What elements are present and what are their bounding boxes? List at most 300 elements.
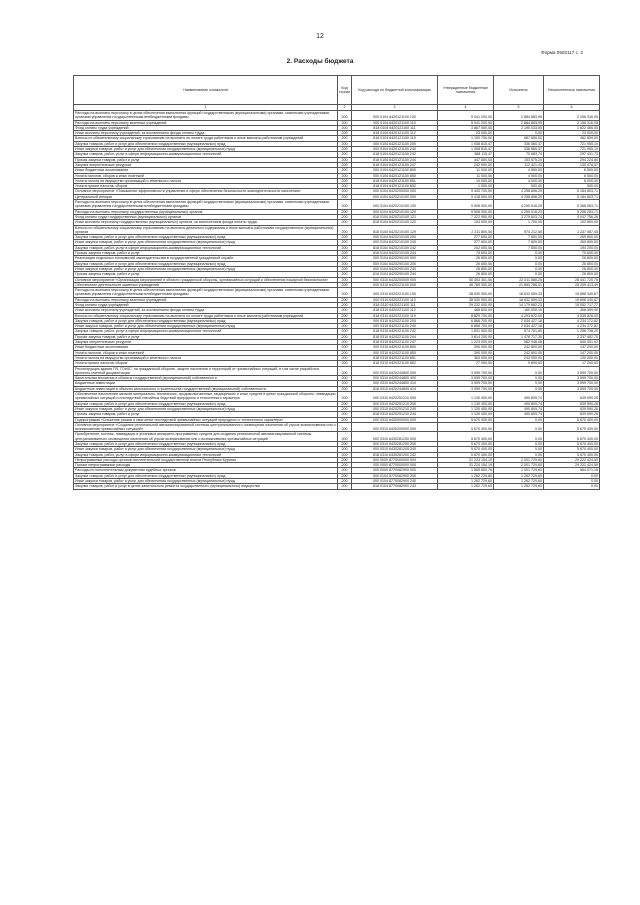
row-approved-amount: 1 831 500,00 [438,329,494,334]
row-name: Уплата налогов, сборов и иных платежей [74,350,338,355]
row-approved-amount: 2 211 800,00 [438,225,494,235]
row-classification-code: 818 0310 6420221100 242 [352,329,438,334]
row-approved-amount: 5 041 200,00 [438,111,494,121]
row-name: Закупка товаров, работ, услуг в сфере информационно-коммуникационных технологий [74,245,338,250]
row-line-code: 200 [338,329,352,334]
row-unexecuted-amount: 2 156 316,05 [544,111,600,121]
row-executed-amount: 1 476 717,30 [494,334,544,339]
row-approved-amount: 104 500,00 [438,220,494,225]
column-number: 6 [544,105,600,111]
row-classification-code: 818 0310 6420221100 119 [352,313,438,318]
row-name: Реконструкция здания ПЧ, ГОиЧС; на гражданской обороне, защите населения и территорий от чрезвычайных ситуаций, в том числе разработка проектно-сметной документации [74,366,338,376]
row-unexecuted-amount: 5 670 400,00 [544,422,600,432]
row-unexecuted-amount: 5 670 400,00 [544,417,600,422]
row-approved-amount: 6 868 700,00 [438,324,494,329]
row-name: Закупка товаров, работ и услуг для обеспечения государственных (муниципальных) нужд [74,442,338,447]
row-unexecuted-amount: 23 000,00 [544,131,600,136]
row-classification-code: 000 0104 6420121100 850 [352,173,438,178]
expenses-table [73,75,600,490]
row-classification-code: 000 0310 6420221100 850 [352,350,438,355]
row-line-code: 200 [338,302,352,307]
row-name: Прочая закупка товаров, работ и услуг [74,334,338,339]
row-executed-amount: 7 800,00 [494,235,544,240]
row-name: Подпрограмма «Снижение рисков и смягчение последствий чрезвычайных ситуаций природного и техногенного характера» [74,417,338,422]
row-unexecuted-amount: 26 800,00 [544,256,600,261]
row-approved-amount: 26 800,00 [438,266,494,271]
header-row [74,76,600,105]
row-classification-code: 818 0104 6420210100 129 [352,225,438,235]
row-approved-amount: 447 800,00 [438,157,494,162]
row-executed-amount: 0,00 [494,376,544,381]
row-approved-amount: 5 670 400,00 [438,417,494,422]
row-name: Взносы по обязательному социальному страхованию на выплаты по оплате труда работников и иные выплаты работникам учреждений [74,313,338,318]
row-name: Закупка товаров, работ и услуг для обеспечения государственных (муниципальных) нужд [74,401,338,406]
table-row [74,366,600,376]
row-name: Основное мероприятие «Создание региональной автоматизированной системы централизованного оповещения населения об угрозе возникновения или о возникновении чрезвычайных ситуаций» [75,422,336,432]
row-classification-code: 000 0310 6420244800 400 [352,376,438,381]
row-line-code: 200 [338,308,352,313]
row-line-code: 200 [338,131,352,136]
row-unexecuted-amount: 5 184 803,71 [544,189,600,194]
row-name: Уплата налога на имущество организаций и земельного налога [74,178,338,183]
row-name: Бюджетные инвестиции в объекты капитального строительства государственной (муниципальной) собственности [74,386,338,391]
row-executed-amount: 9 800,00 [494,361,544,366]
row-unexecuted-amount: 639 590,26 [544,392,600,402]
row-executed-amount: 336 560,37 [494,147,544,152]
row-name: Закупка товаров, работ и услуг для обеспечения государственных (муниципальных) нужд [74,473,338,478]
row-approved-amount: 26 800,00 [438,261,494,266]
row-line-code: 200 [338,350,352,355]
row-classification-code: 000 0310 6420221100 200 [352,318,438,323]
row-executed-amount: 490 809,74 [494,412,544,417]
row-unexecuted-amount: 269 800,00 [544,235,600,240]
table-row [74,225,600,235]
row-line-code: 200 [338,340,352,345]
row-name: Расходы на выплаты персоналу в целях обеспечения выполнения функций государственными (муниципальными) органами, казенными учреждениями, органами управления государственными внебюджетными фондами [74,111,338,121]
row-name: Центральный аппарат [74,194,338,199]
row-unexecuted-amount: 721 955,10 [544,147,600,152]
row-classification-code: 818 0310 6420244800 414 [352,386,438,391]
column-number: 5 [494,105,544,111]
row-executed-amount: 0,00 [494,131,544,136]
row-name: Иные закупки товаров, работ и услуг для обеспечения государственных (муниципальных) нужд [74,479,338,484]
row-line-code: 200 [338,173,352,178]
row-line-code: 200 [338,288,352,298]
section-title: 2. Расходы бюджета [286,58,354,65]
row-approved-amount: 363 000,00 [438,355,494,360]
row-name: Фонд оплаты труда учреждений [74,302,338,307]
row-classification-code: 000 0104 6420210100 000 [352,194,438,199]
row-approved-amount: 3 599 700,00 [438,366,494,376]
row-approved-amount: 26 800,00 [438,256,494,261]
row-approved-amount: 46 789 300,00 [438,282,494,287]
row-unexecuted-amount: 0,00 [544,473,600,478]
row-line-code: 200 [338,214,352,219]
row-unexecuted-amount: 6 000,00 [544,178,600,183]
row-approved-amount: 29 232 400,00 [438,302,494,307]
row-unexecuted-amount: 3 599 700,00 [544,386,600,391]
row-classification-code: 000 0104 6420121100 240 [352,147,438,152]
row-executed-amount: 3 275 603,74 [494,214,544,219]
row-name: Закупка товаров, работ, услуг в сфере информационно-коммуникационных технологий [74,152,338,157]
row-approved-amount: 1 130 400,00 [438,406,494,411]
row-line-code: 200 [338,366,352,376]
row-executed-amount: 490 809,74 [494,401,544,406]
row-unexecuted-amount: 29 222 424,59 [544,463,600,468]
row-classification-code: 818 0310 6420221100 851 [352,355,438,360]
row-unexecuted-amount: 3 599 700,00 [544,376,600,381]
row-line-code: 200 [338,240,352,245]
row-approved-amount: 390 000,00 [438,350,494,355]
row-unexecuted-amount: 130 000,00 [544,355,600,360]
row-name: Прочие непрограммные расходы [74,463,338,468]
row-unexecuted-amount: 462 850,00 [544,136,600,141]
row-unexecuted-amount: 500,00 [544,184,600,189]
row-line-code: 200 [338,334,352,339]
row-line-code: 200 [338,457,352,462]
row-executed-amount: 70 683,74 [494,152,544,157]
row-unexecuted-amount: 130 478,57 [544,162,600,167]
row-name: Уплата прочих налогов, сборов [74,361,338,366]
row-name: Прочая закупка товаров, работ и услуг [74,272,338,277]
row-executed-amount: 14 179 682,23 [494,302,544,307]
row-approved-amount: 11 000,00 [438,168,494,173]
row-name: Иные закупки товаров, работ и услуг для обеспечения государственных (муниципальных) нужд [74,324,338,329]
row-line-code: 200 [338,376,352,381]
row-approved-amount: 1 223 000,00 [438,340,494,345]
row-approved-amount: 10 000,00 [438,178,494,183]
row-executed-amount: 21 583 786,51 [494,282,544,287]
row-executed-amount: 0,00 [494,386,544,391]
row-executed-amount: 22 011 580,25 [494,277,544,282]
row-unexecuted-amount: 102 800,00 [544,220,600,225]
row-approved-amount: 7 322 950,00 [438,214,494,219]
row-classification-code: 818 0104 6420121100 244 [352,157,438,162]
row-approved-amount: 3 599 700,00 [438,386,494,391]
row-approved-amount: 242 900,00 [438,162,494,167]
row-executed-amount: 4 500,00 [494,173,544,178]
row-executed-amount: 2 634 427,18 [494,318,544,323]
row-line-code: 200 [338,235,352,240]
row-approved-amount: 368 115,47 [438,152,494,157]
row-executed-amount: 1 700,00 [494,220,544,225]
row-name: Расходы на выплаты персоналу в целях обеспечения выполнения функций государственными (муниципальными) органами, казенными учреждениями, органами управления государственными внебюджетными фондами [74,200,338,210]
row-executed-amount: 0,00 [494,272,544,277]
row-classification-code: 818 0310 6430281200 242 [352,452,438,457]
form-code: Форма 0503117 с. 2 [541,50,583,55]
row-classification-code: 000 0310 6420221100 800 [352,345,438,350]
row-approved-amount: 1 058 815,47 [438,147,494,152]
row-approved-amount: 1 262 729,60 [438,473,494,478]
row-line-code: 200 [338,468,352,473]
row-classification-code: 000 0310 6420244800 000 [352,366,438,376]
header-unexecuted: Неисполненные назначения [544,76,600,105]
row-name: Взносы по обязательному социальному страхованию на выплаты по оплате труда работников и иные выплаты работникам учреждений [74,136,338,141]
row-executed-amount: 0,00 [494,381,544,386]
row-line-code: 200 [338,194,352,199]
row-executed-amount: 500,00 [494,184,544,189]
row-approved-amount: 23 000,00 [438,131,494,136]
row-executed-amount: 0,00 [494,366,544,376]
row-executed-amount: 153 575,20 [494,157,544,162]
row-line-code: 200 [338,412,352,417]
row-name: Бюджетные инвестиции [74,381,338,386]
row-approved-amount: 202 000,00 [438,245,494,250]
row-line-code: 200 [338,417,352,422]
row-approved-amount: 50 453 301,00 [438,277,494,282]
row-line-code: 200 [338,261,352,266]
row-line-code: 200 [338,225,352,235]
row-name: Иные закупки товаров, работ и услуг для обеспечения государственных (муниципальных) нужд [74,406,338,411]
row-name: Расходы по исполнительным документам судебных органов [74,468,338,473]
row-line-code: 200 [338,324,352,329]
row-approved-amount: 1 150 700,00 [438,136,494,141]
row-name: Закупка энергетических ресурсов [74,340,338,345]
row-executed-amount: 242 800,00 [494,350,544,355]
row-classification-code: 000 0310 6420221100 000 [352,282,438,287]
row-classification-code: 000 0310 6430000000 000 [352,417,438,422]
row-classification-code: 000 0104 6420210100 120 [352,209,438,214]
row-unexecuted-amount: 1 237 587,45 [544,225,600,235]
row-name: Прочая закупка товаров, работ и услуг [74,412,338,417]
row-approved-amount: 390 000,00 [438,345,494,350]
row-executed-amount: 233 000,00 [494,355,544,360]
row-executed-amount: 582 948,08 [494,340,544,345]
row-executed-amount: 0,00 [494,256,544,261]
row-line-code: 200 [338,256,352,261]
row-classification-code: 000 0104 6420121100 100 [352,111,438,121]
row-name: Уплата налогов, сборов и иных платежей [74,173,338,178]
column-number: 4 [438,105,494,111]
row-name: Иные закупки товаров, работ и услуг для обеспечения государственных (муниципальных) нужд [74,266,338,271]
table-row [74,288,600,298]
row-name: Закупка товаров, работ, услуг в сфере информационно-коммуникационных технологий [74,329,338,334]
row-approved-amount: 5 670 400,00 [438,447,494,452]
row-name: Уплата прочих налогов, сборов [74,184,338,189]
row-line-code: 200 [338,361,352,366]
row-name: Основное мероприятие «Повышение эффективности управления в сфере обеспечения безопасности жизнедеятельности населения» [74,189,338,194]
row-classification-code: 818 0104 6420210100 121 [352,214,438,219]
row-executed-amount: 0,00 [494,266,544,271]
row-name: Закупка товаров, работ и услуг для обеспечения государственных (муниципальных) нужд [74,235,338,240]
row-classification-code: 818 0310 6420221100 244 [352,334,438,339]
row-executed-amount: 0,00 [494,452,544,457]
row-executed-amount: 7 800,00 [494,245,544,250]
row-unexecuted-amount: 3 599 700,00 [544,366,600,376]
row-name: Непрограммные расходы органов исполнительной государственной власти Республики Бурятия [74,457,338,462]
row-executed-amount: 2 001 729,60 [494,463,544,468]
row-executed-amount: 2 634 427,18 [494,324,544,329]
row-unexecuted-amount: 640 051,92 [544,340,600,345]
row-executed-amount: 1 001 729,60 [494,468,544,473]
row-name: Расходы на выплаты персоналу в целях обеспечения выполнения функций государственными (муниципальными) органами, казенными учреждениями, органами управления государственными внебюджетными фондами [74,288,338,298]
row-executed-amount: 4 500,00 [494,168,544,173]
row-unexecuted-amount: 4 047 756,26 [544,214,600,219]
row-line-code: 200 [338,282,352,287]
row-line-code: 200 [338,184,352,189]
row-line-code: 200 [338,152,352,157]
row-classification-code: 000 0000 8770000000 000 [352,457,438,462]
row-classification-code: 818 0104 6420210100 242 [352,245,438,250]
row-approved-amount: 5 670 400,00 [438,442,494,447]
row-unexecuted-amount: 5 670 400,00 [544,452,600,457]
header-approved: Утвержденные бюджетные назначения [438,76,494,105]
row-classification-code: 000 0104 6420210100 100 [352,200,438,210]
row-name: Закупка товаров, работ и услуг для обеспечения государственных (муниципальных) нужд [74,141,338,146]
row-classification-code: 818 0310 6420221100 112 [352,308,438,313]
row-name: Капитальные вложения в объекты государственной (муниципальной) собственности [74,376,338,381]
row-executed-amount: 336 560,37 [494,141,544,146]
row-line-code: 200 [338,272,352,277]
row-line-code: 200 [338,120,352,125]
row-classification-code: 000 0104 6420290100 200 [352,261,438,266]
row-name: Закупка энергетических ресурсов [74,162,338,167]
row-approved-amount: 3 867 500,00 [438,125,494,130]
row-line-code: 200 [338,392,352,402]
row-name: Закупка товаров, работ и услуг для обеспечения государственных (муниципальных) нужд [74,318,338,323]
row-line-code: 200 [338,463,352,468]
row-unexecuted-amount: 28 441 720,75 [544,277,600,282]
row-unexecuted-amount: 147 200,00 [544,350,600,355]
row-name: Расходы на выплаты персоналу государственных (муниципальных) органов [74,209,338,214]
row-name: Прочая закупка товаров, работ и услуг [74,157,338,162]
row-line-code: 200 [338,245,352,250]
row-approved-amount: 31 224 154,19 [438,457,494,462]
row-approved-amount: 9 508 300,00 [438,209,494,214]
row-classification-code: 000 0104 6420121100 200 [352,141,438,146]
table-row [74,111,600,121]
row-name: Иные закупки товаров, работ и услуг для обеспечения государственных (муниципальных) нужд [74,240,338,245]
row-classification-code: 000 0310 6420221100 100 [352,288,438,298]
row-line-code: 200 [338,141,352,146]
row-approved-amount: 5 670 400,00 [438,432,494,442]
row-line-code: 200 [338,442,352,447]
row-executed-amount: 7 800,00 [494,240,544,245]
row-approved-amount: 9 418 900,00 [438,194,494,199]
row-line-code: 200 [338,297,352,302]
row-classification-code: 000 0310 6430281200 200 [352,442,438,447]
row-classification-code: 818 0310 6420251210 244 [352,412,438,417]
row-executed-amount: 112 421,43 [494,162,544,167]
row-classification-code: 818 0310 6420221100 247 [352,340,438,345]
row-approved-amount: 277 600,00 [438,235,494,240]
row-executed-amount: 2 195 033,50 [494,125,544,130]
row-unexecuted-amount: 26 800,00 [544,272,600,277]
row-approved-amount: 1 130 400,00 [438,401,494,406]
row-classification-code: 818 0104 8770082900 243 [352,484,438,489]
row-line-code: 200 [338,178,352,183]
row-unexecuted-amount: 294 224,80 [544,157,600,162]
row-unexecuted-amount: 1 622 466,50 [544,125,600,130]
row-unexecuted-amount: 25 205 413,49 [544,282,600,287]
row-line-code: 200 [338,432,352,442]
row-classification-code: 000 0310 6420244800 410 [352,381,438,386]
row-approved-amount: 1 262 729,60 [438,484,494,489]
row-unexecuted-amount: 26 800,00 [544,266,600,271]
row-approved-amount: 8 829 700,00 [438,313,494,318]
row-executed-amount: 4 250 016,29 [494,200,544,210]
row-executed-amount: 0,00 [494,442,544,447]
row-executed-amount: 4 293 872,00 [494,313,544,318]
row-executed-amount: 974 212,55 [494,225,544,235]
row-line-code: 200 [338,381,352,386]
row-classification-code: 000 0310 6420200000 000 [352,277,438,282]
row-name: Закупка товаров, работ и услуг в целях капитального ремонта государственного (муниципального) имущества [74,484,338,489]
row-unexecuted-amount: 308 599,90 [544,308,600,313]
row-line-code: 200 [338,220,352,225]
row-executed-amount: 1 262 729,60 [494,479,544,484]
row-unexecuted-amount: 3 599 700,00 [544,381,600,386]
row-name: Реализация отдельных полномочий законодательства в государственной гражданской службе [74,256,338,261]
row-approved-amount: 38 530 900,00 [438,288,494,298]
row-classification-code: 000 0310 6420251210 000 [352,392,438,402]
row-classification-code: 000 0310 6420221100 240 [352,324,438,329]
row-line-code: 200 [338,209,352,214]
row-executed-amount: 2 884 883,95 [494,120,544,125]
row-approved-amount: 1 058 815,47 [438,141,494,146]
header-classification-code: Код расхода по бюджетной классификации [352,76,438,105]
row-approved-amount: 31 224 154,19 [438,463,494,468]
row-unexecuted-amount: 6 500,00 [544,173,600,178]
row-executed-amount: 0,00 [494,417,544,422]
row-unexecuted-amount: 269 800,00 [544,240,600,245]
row-classification-code: 000 0000 8770082900 000 [352,468,438,473]
row-approved-amount: 3 599 700,00 [438,381,494,386]
row-classification-code: 000 0310 6420221100 110 [352,297,438,302]
row-executed-amount: 490 809,74 [494,392,544,402]
row-name: Иные бюджетные ассигнования [74,168,338,173]
row-executed-amount: 0,00 [494,432,544,442]
row-line-code: 200 [338,200,352,210]
row-unexecuted-amount: 639 590,26 [544,401,600,406]
row-approved-amount: 26 800,00 [438,272,494,277]
table-row [74,432,600,442]
row-classification-code: 000 0310 6420251210 240 [352,406,438,411]
row-name: Взносы по обязательному социальному страхованию на выплаты денежного содержания и иные выплаты работникам государственных (муниципальных) органов [74,225,338,235]
row-unexecuted-amount: 297 431,73 [544,152,600,157]
row-line-code: 200 [338,479,352,484]
row-line-code: 200 [338,125,352,130]
row-classification-code: 000 0104 6420121100 110 [352,120,438,125]
header-executed: Исполнено [494,76,544,105]
row-line-code: 200 [338,401,352,406]
row-unexecuted-amount: 4 234 272,82 [544,318,600,323]
row-name: Основное мероприятие «Организация мероприятий в области гражданской обороны, чрезвычайных ситуаций и обеспечения пожарной безопасности» [74,277,338,282]
row-unexecuted-amount: 5 670 400,00 [544,447,600,452]
row-unexecuted-amount: 6 500,00 [544,168,600,173]
column-number: 2 [338,105,352,111]
row-name: Иные бюджетные ассигнования [74,345,338,350]
row-classification-code: 000 0310 6420251210 200 [352,401,438,406]
row-classification-code: 000 0104 6420290100 000 [352,256,438,261]
row-unexecuted-amount: 29 222 424,59 [544,457,600,462]
row-name: Закупка товаров, работ, услуг в сфере информационно-коммуникационных технологий [74,452,338,457]
row-approved-amount: 277 600,00 [438,240,494,245]
row-line-code: 200 [338,406,352,411]
row-name: Уплата налога на имущество организаций и земельного налога [74,355,338,360]
row-unexecuted-amount: 5 184 803,71 [544,194,600,199]
row-unexecuted-amount: 5 670 400,00 [544,442,600,447]
row-name: Приобретение, монтаж, ликвидация и установка аппаратно-программных средств для создания региональной автоматизированной системы централизованного оповещения населения об угрозе возникновения или о возникновении чрезвычайных ситуаций [74,432,338,442]
row-unexecuted-amount: 2 337 482,70 [544,334,600,339]
row-executed-amount: 4 250 016,29 [494,209,544,214]
table-row [74,422,600,432]
row-approved-amount: 5 670 400,00 [438,422,494,432]
row-line-code: 200 [338,447,352,452]
row-line-code: 200 [338,147,352,152]
page-number: 12 [316,33,324,40]
row-line-code: 200 [338,111,352,121]
